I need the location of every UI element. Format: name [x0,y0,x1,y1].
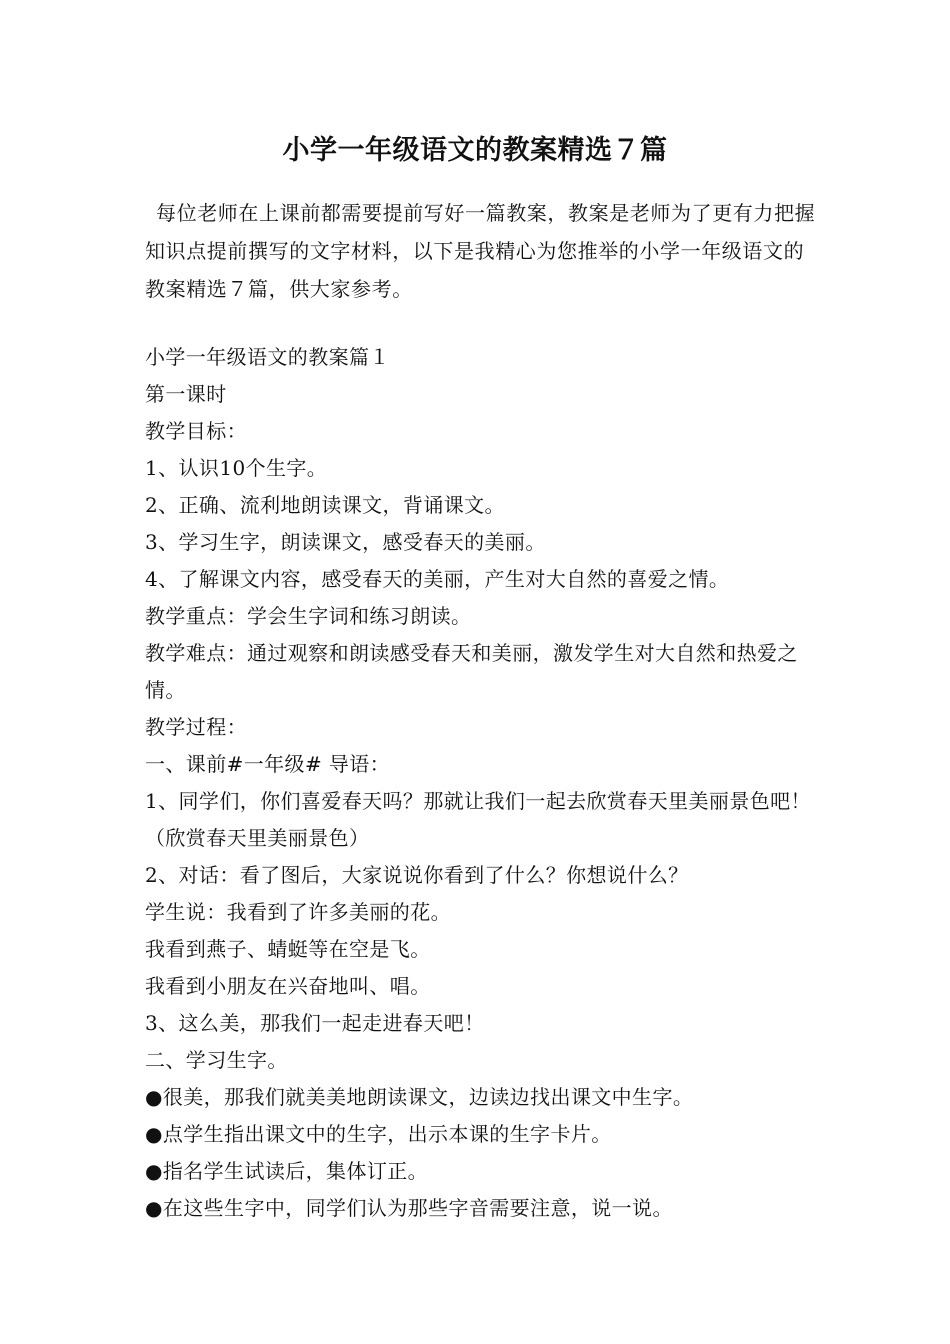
body-line: 学生说：我看到了许多美丽的花。 [145,900,451,924]
body-line: ●点学生指出课文中的生字，出示本课的生字卡片。 [145,1122,612,1146]
body-line: 4、了解课文内容，感受春天的美丽，产生对大自然的喜爱之情。 [145,567,730,591]
body-line: 我看到燕子、蜻蜓等在空是飞。 [145,937,431,961]
body-line: 1、同学们，你们喜爱春天吗？那就让我们一起去欣赏春天里美丽景色吧！（欣赏春天里美丽景色） [145,789,811,850]
body-line: 3、学习生字，朗读课文，感受春天的美丽。 [145,530,546,554]
body-line: 我看到小朋友在兴奋地叫、唱。 [145,974,431,998]
document-title: 小学一年级语文的教案精选７篇 [282,135,668,166]
body-line: ●指名学生试读后，集体订正。 [145,1159,429,1183]
body-line: 1、认识10个生字。 [145,456,328,480]
body-line: 2、对话：看了图后，大家说说你看到了什么？你想说什么？ [145,863,689,887]
body-line: 二、学习生字。 [145,1048,288,1072]
body-line: 教学重点：学会生字词和练习朗读。 [145,604,472,628]
body-line: 教学目标： [145,419,247,443]
body-line: ●很美，那我们就美美地朗读课文，边读边找出课文中生字。 [145,1085,694,1109]
body-line: ●在这些生字中，同学们认为那些字音需要注意，说一说。 [145,1196,673,1220]
body-line: 教学过程： [145,715,247,739]
body-line: 小学一年级语文的教案篇１ [145,345,390,369]
body-line: 3、这么美，那我们一起走进春天吧！ [145,1011,485,1035]
body-line: 第一课时 [145,382,227,406]
document-body [145,339,817,1227]
intro-paragraph: 每位老师在上课前都需要提前写好一篇教案，教案是老师为了更有力把握知识点提前撰写的文字材料，以下是我精心为您推举的小学一年级语文的教案精选７篇，供大家参考。 [145,201,816,301]
body-line: 教学难点：通过观察和朗读感受春天和美丽，激发学生对大自然和热爱之情。 [145,641,798,702]
body-line: 2、正确、流利地朗读课文，背诵课文。 [145,493,505,517]
body-line: 一、课前#一年级# 导语： [145,752,391,776]
